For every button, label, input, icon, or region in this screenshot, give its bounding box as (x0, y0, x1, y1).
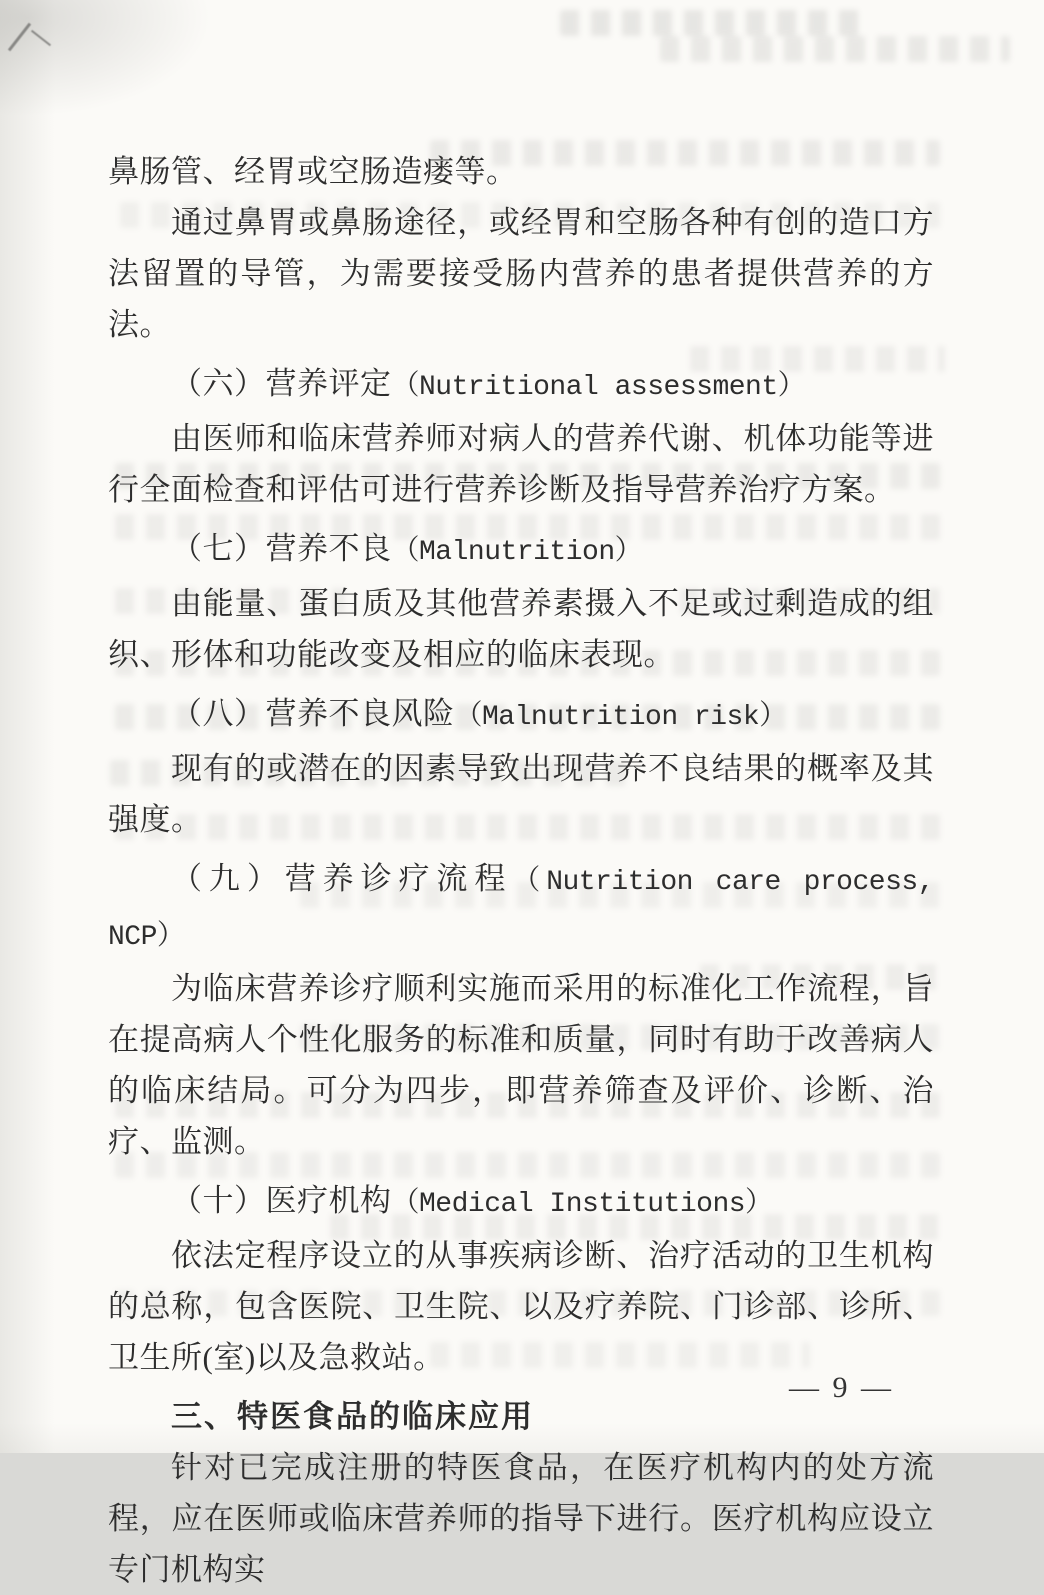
paragraph-clinical-application-intro: 针对已完成注册的特医食品，在医疗机构内的处方流程，应在医师或临床营养师的指导下进行。医疗机构应设立专门机构实 (108, 1450, 934, 1587)
heading-chinese: （九）营养诊疗流程 (171, 861, 513, 896)
paragraph-continuation: 鼻肠管、经胃或空肠造瘘等。 (108, 154, 518, 189)
heading-chinese: （七）营养不良 (171, 531, 392, 566)
section-heading-6-nutritional-assessment (108, 358, 934, 413)
heading-english: （Medical Institutions） (391, 1189, 773, 1220)
bleed-through-smudge (660, 36, 1010, 62)
heading-english: （Nutritional assessment） (391, 372, 806, 403)
chapter-heading-3-clinical-application: 三、特医食品的临床应用 (171, 1399, 534, 1434)
section-heading-8-malnutrition-risk (108, 688, 934, 743)
heading-english: （Malnutrition risk） (454, 702, 787, 733)
section-heading-7-malnutrition (108, 523, 934, 578)
paragraph-ncp-definition: 为临床营养诊疗顺利实施而采用的标准化工作流程，旨在提高病人个性化服务的标准和质量，同时有助于改善病人的临床结局。可分为四步，即营养筛查及评价、诊断、治疗、监测。 (108, 971, 934, 1159)
heading-english: （Malnutrition） (391, 537, 643, 568)
paragraph-malnutrition-risk-definition: 现有的或潜在的因素导致出现营养不良结果的概率及其强度。 (108, 751, 934, 837)
section-heading-9-nutrition-care-process (108, 853, 934, 963)
heading-chinese: （十）医疗机构 (171, 1183, 392, 1218)
bleed-through-smudge (560, 10, 860, 36)
heading-chinese: （六）营养评定 (171, 366, 392, 401)
paragraph-nutritional-assessment-definition: 由医师和临床营养师对病人的营养代谢、机体功能等进行全面检查和评估可进行营养诊断及指导营养治疗方案。 (108, 421, 934, 507)
heading-english: （Nutrition care process, NCP） (108, 867, 935, 953)
scan-corner-mark (12, 16, 82, 58)
paragraph-medical-institutions-definition: 依法定程序设立的从事疾病诊断、治疗活动的卫生机构的总称，包含医院、卫生院、以及疗养院、门诊部、诊所、卫生所(室)以及急救站。 (108, 1238, 934, 1375)
section-heading-10-medical-institutions (108, 1175, 934, 1230)
paragraph-malnutrition-definition: 由能量、蛋白质及其他营养素摄入不足或过剩造成的组织、形体和功能改变及相应的临床表现。 (108, 586, 934, 672)
heading-chinese: （八）营养不良风险 (171, 696, 455, 731)
page-number: — 9 — (789, 1371, 894, 1404)
paragraph-enteral-tube-definition: 通过鼻胃或鼻肠途径，或经胃和空肠各种有创的造口方法留置的导管，为需要接受肠内营养的患者提供营养的方法。 (108, 205, 934, 342)
